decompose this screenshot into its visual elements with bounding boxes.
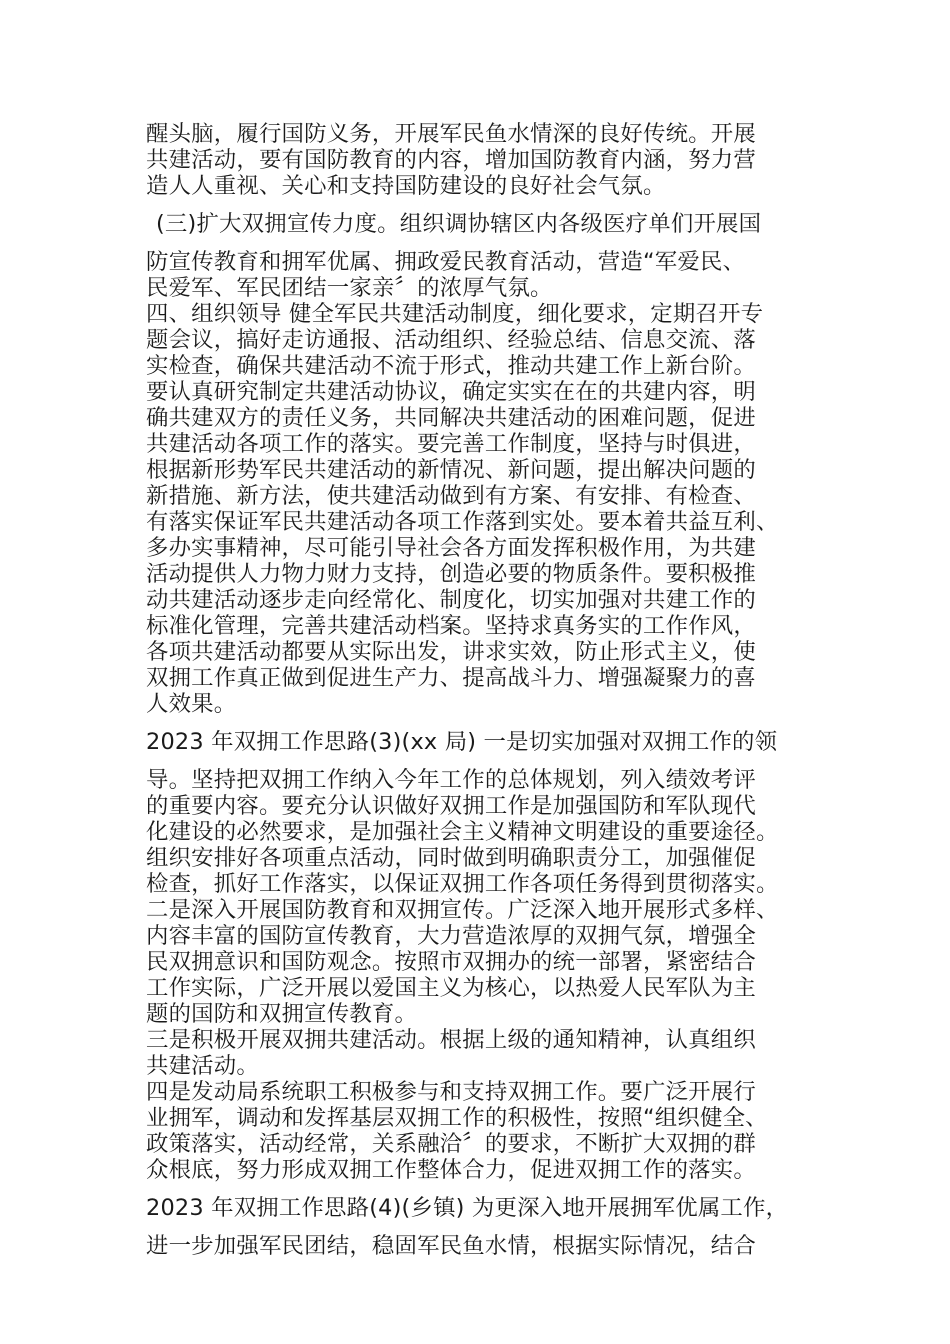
text-line: 标准化管理，完善共建活动档案。坚持求真务实的工作作风， bbox=[146, 613, 756, 639]
text-line: 根据新形势军民共建活动的新情况、新问题，提出解决问题的 bbox=[146, 457, 756, 483]
text-line: 双拥工作真正做到促进生产力、提高战斗力、增强凝聚力的喜 bbox=[146, 665, 756, 691]
text-line: 题的国防和双拥宣传教育。 bbox=[146, 1001, 418, 1027]
text-line: 有落实保证军民共建活动各项工作落到实处。要本着共益互利、 bbox=[146, 509, 779, 535]
text-line: 防宣传教育和拥军优属、拥政爱民教育活动，营造“军爱民、 bbox=[146, 249, 746, 275]
text-line: 内容丰富的国防宣传教育，大力营造浓厚的双拥气氛，增强全 bbox=[146, 923, 756, 949]
text-line: 多办实事精神，尽可能引导社会各方面发挥积极作用，为共建 bbox=[146, 535, 756, 561]
document-page bbox=[146, 121, 814, 1259]
text-line: 化建设的必然要求，是加强社会主义精神文明建设的重要途径。 bbox=[146, 819, 779, 845]
text-line: 各项共建活动都要从实际出发，讲求实效，防止形式主义，使 bbox=[146, 639, 756, 665]
text-line: 共建活动各项工作的落实。要完善工作制度，坚持与时俱进， bbox=[146, 431, 756, 457]
text-line: 题会议，搞好走访通报、活动组织、经验总结、信息交流、落 bbox=[146, 327, 756, 353]
text-line: 2023 年双拥工作思路(4)(乡镇) 为更深入地开展拥军优属工作， bbox=[146, 1195, 789, 1221]
text-line: 人效果。 bbox=[146, 691, 237, 717]
text-line: 共建活动，要有国防教育的内容，增加国防教育内涵，努力营 bbox=[146, 147, 756, 173]
text-line: 三是积极开展双拥共建活动。根据上级的通知精神，认真组织 bbox=[146, 1027, 756, 1053]
text-line: 动共建活动逐步走向经常化、制度化，切实加强对共建工作的 bbox=[146, 587, 756, 613]
text-line: 政策落实，活动经常，关系融洽〞的要求，不断扩大双拥的群 bbox=[146, 1131, 756, 1157]
text-line: 进一步加强军民团结，稳固军民鱼水情，根据实际情况，结合 bbox=[146, 1233, 756, 1259]
text-line: 的重要内容。要充分认识做好双拥工作是加强国防和军队现代 bbox=[146, 793, 756, 819]
text-line: 工作实际，广泛开展以爱国主义为核心，以热爱人民军队为主 bbox=[146, 975, 756, 1001]
text-line: 组织安排好各项重点活动，同时做到明确职责分工，加强催促 bbox=[146, 845, 756, 871]
text-line: 新措施、新方法，使共建活动做到有方案、有安排、有检查、 bbox=[146, 483, 756, 509]
text-line: 业拥军，调动和发挥基层双拥工作的积极性，按照“组织健全、 bbox=[146, 1105, 768, 1131]
text-line: 2023 年双拥工作思路(3)(xx 局) 一是切实加强对双拥工作的领 bbox=[146, 729, 778, 755]
text-line: 四、组织领导 健全军民共建活动制度，细化要求，定期召开专 bbox=[146, 301, 764, 327]
text-line: 检查，抓好工作落实，以保证双拥工作各项任务得到贯彻落实。 bbox=[146, 871, 779, 897]
text-line: 共建活动。 bbox=[146, 1053, 259, 1079]
text-line: 四是发动局系统职工积极参与和支持双拥工作。要广泛开展行 bbox=[146, 1079, 756, 1105]
text-line: 二是深入开展国防教育和双拥宣传。广泛深入地开展形式多样、 bbox=[146, 897, 779, 923]
text-line: 醒头脑，履行国防义务，开展军民鱼水情深的良好传统。开展 bbox=[146, 121, 756, 147]
text-line: 民双拥意识和国防观念。按照市双拥办的统一部署，紧密结合 bbox=[146, 949, 756, 975]
text-line: 民爱军、军民团结一家亲〞的浓厚气氛。 bbox=[146, 275, 553, 301]
text-line: 活动提供人力物力财力支持，创造必要的物质条件。要积极推 bbox=[146, 561, 756, 587]
text-line: 造人人重视、关心和支持国防建设的良好社会气氛。 bbox=[146, 173, 666, 199]
text-line: 众根底，努力形成双拥工作整体合力，促进双拥工作的落实。 bbox=[146, 1157, 756, 1183]
text-line: 要认真研究制定共建活动协议，确定实实在在的共建内容，明 bbox=[146, 379, 756, 405]
text-line: 实检查，确保共建活动不流于形式，推动共建工作上新台阶。 bbox=[146, 353, 756, 379]
text-line: (三)扩大双拥宣传力度。组织调协辖区内各级医疗单们开展国 bbox=[156, 211, 762, 237]
text-line: 确共建双方的责任义务，共同解决共建活动的困难问题，促进 bbox=[146, 405, 756, 431]
text-line: 导。坚持把双拥工作纳入今年工作的总体规划，列入绩效考评 bbox=[146, 767, 756, 793]
